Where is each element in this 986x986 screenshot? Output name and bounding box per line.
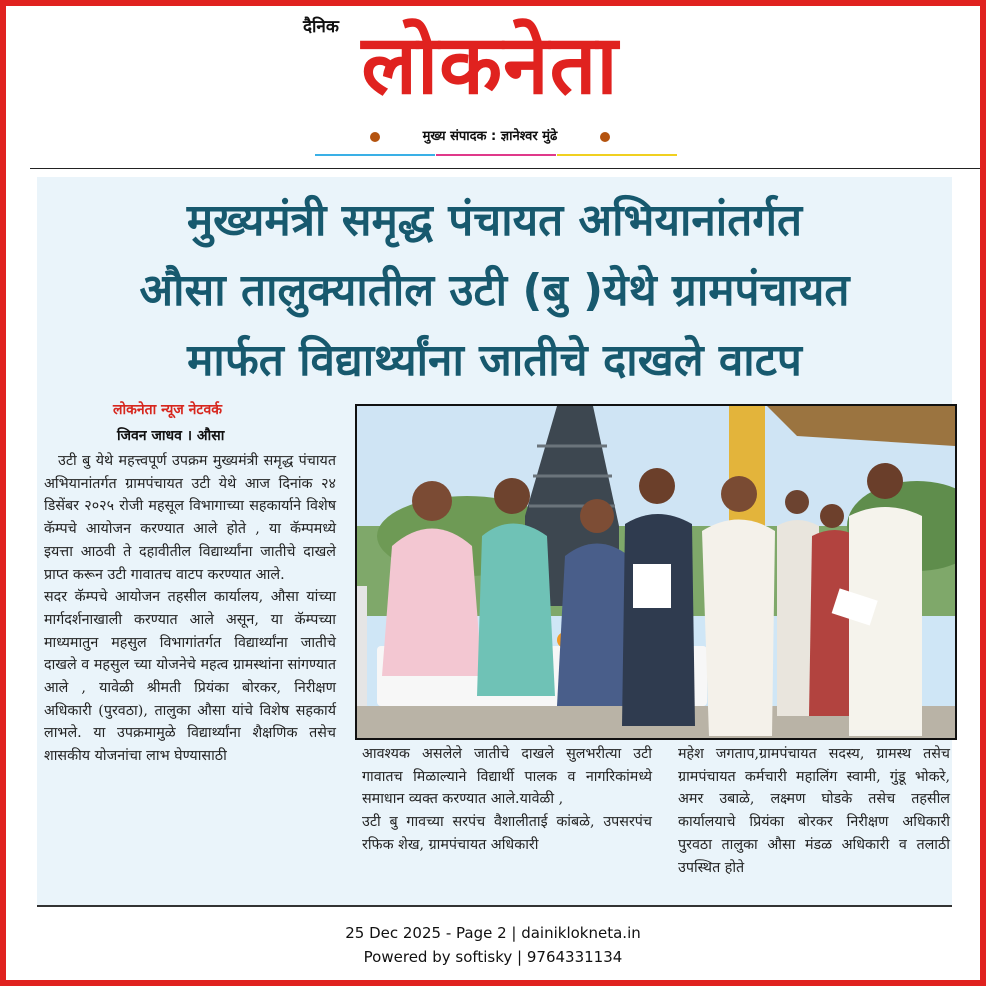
- event-photo-illustration: [357, 406, 955, 738]
- article-headline: [37, 186, 952, 396]
- column-3-paragraph-1: महेश जगताप,ग्रामपंचायत सदस्य, ग्रामस्थ तसेच ग्रामपंचायत कर्मचारी महालिंग स्वामी, गुंडू भोकरे, अमर उबाळे, लक्ष्मण घोडके तसेच तहसील कार्यालयाचे प्रियंका बोरकर निरीक्षण अधिकारी पुरवठा तालुका औसा मंडळ अधिकारी व तलाठी उपस्थित होते: [678, 746, 950, 876]
- masthead: [0, 0, 974, 165]
- column-2-paragraph-2: उटी बु गावच्या सरपंच वैशालीताई कांबळे, उपसरपंच रफिक शेख, ग्रामपंचायत अधिकारी: [362, 814, 652, 853]
- accent-line-pink: [436, 154, 556, 156]
- column-1-paragraph-2: सदर कॅम्पचे आयोजन तहसील कार्यालय, औसा यांच्या मार्गदर्शनाखाली करण्यात आले असून, या कॅम्पच्या माध्यमातुन महसुल विभागांतर्गत विद्यार्थ्यांना जातीचे दाखले व महसुल च्या योजनेचे महत्व ग्रामस्थांना सांगण्यात आले , यावेळी श्रीमती प्रियंका बोरकर, निरीक्षण अधिकारी (पुरवठा), तालुका औसा यांचे विशेष सहकार्य लाभले. या उपक्रमामुळे विद्यार्थ्यांना शैक्षणिक तसेच शासकीय योजनांचा लाभ घेण्यासाठी: [44, 589, 336, 765]
- article-column-1: [44, 450, 336, 768]
- masthead-prefix: दैनिक: [303, 17, 339, 37]
- article-column-3: [678, 743, 950, 879]
- event-photo: [355, 404, 957, 740]
- ornament-dot-right-icon: [600, 132, 610, 142]
- footer-powered-by: Powered by softisky | 9764331134: [363, 948, 623, 966]
- byline: जिवन जाधव । औसा: [117, 428, 225, 444]
- news-source: लोकनेता न्यूज नेटवर्क: [113, 402, 222, 418]
- column-1-paragraph-1: उटी बु येथे महत्त्वपूर्ण उपक्रम मुख्यमंत्री समृद्ध पंचायत अभियानांतर्गत ग्रामपंचायत उटी येथे आज दिनांक २४ डिसेंबर २०२५ रोजी महसूल विभागाच्या सहकार्याने विशेष कॅम्पचे आयोजन करण्यात आले होते , या कॅम्पमध्ये इयत्ता आठवी ते दहावीतील विद्यार्थ्यांना जातीचे दाखले प्राप्त करून उटी गावातच वाटप करण्यात आले.: [44, 453, 336, 583]
- column-2-paragraph-1: आवश्यक असलेले जातीचे दाखले सुलभरीत्या उटी गावातच मिळाल्याने विद्यार्थी पालक व नागरिकांमध्ये समाधान व्यक्त करण्यात आले.यावेळी ,: [362, 746, 652, 808]
- masthead-title: लोकनेता: [361, 18, 619, 113]
- accent-line-blue: [315, 154, 435, 156]
- editor-credit: मुख्य संपादक : ज्ञानेश्वर मुंढे: [422, 129, 558, 144]
- masthead-rule: [30, 168, 980, 169]
- footer-rule: [37, 905, 952, 907]
- article-column-2: [362, 743, 652, 857]
- footer-date-page: 25 Dec 2025 - Page 2 | dainiklokneta.in: [345, 924, 641, 942]
- accent-line-yellow: [557, 154, 677, 156]
- headline-line-3: मार्फत विद्यार्थ्यांना जातीचे दाखले वाटप: [187, 335, 802, 386]
- headline-line-2: औसा तालुक्यातील उटी (बु )येथे ग्रामपंचायत: [139, 265, 850, 316]
- headline-line-1: मुख्यमंत्री समृद्ध पंचायत अभियानांतर्गत: [186, 195, 803, 246]
